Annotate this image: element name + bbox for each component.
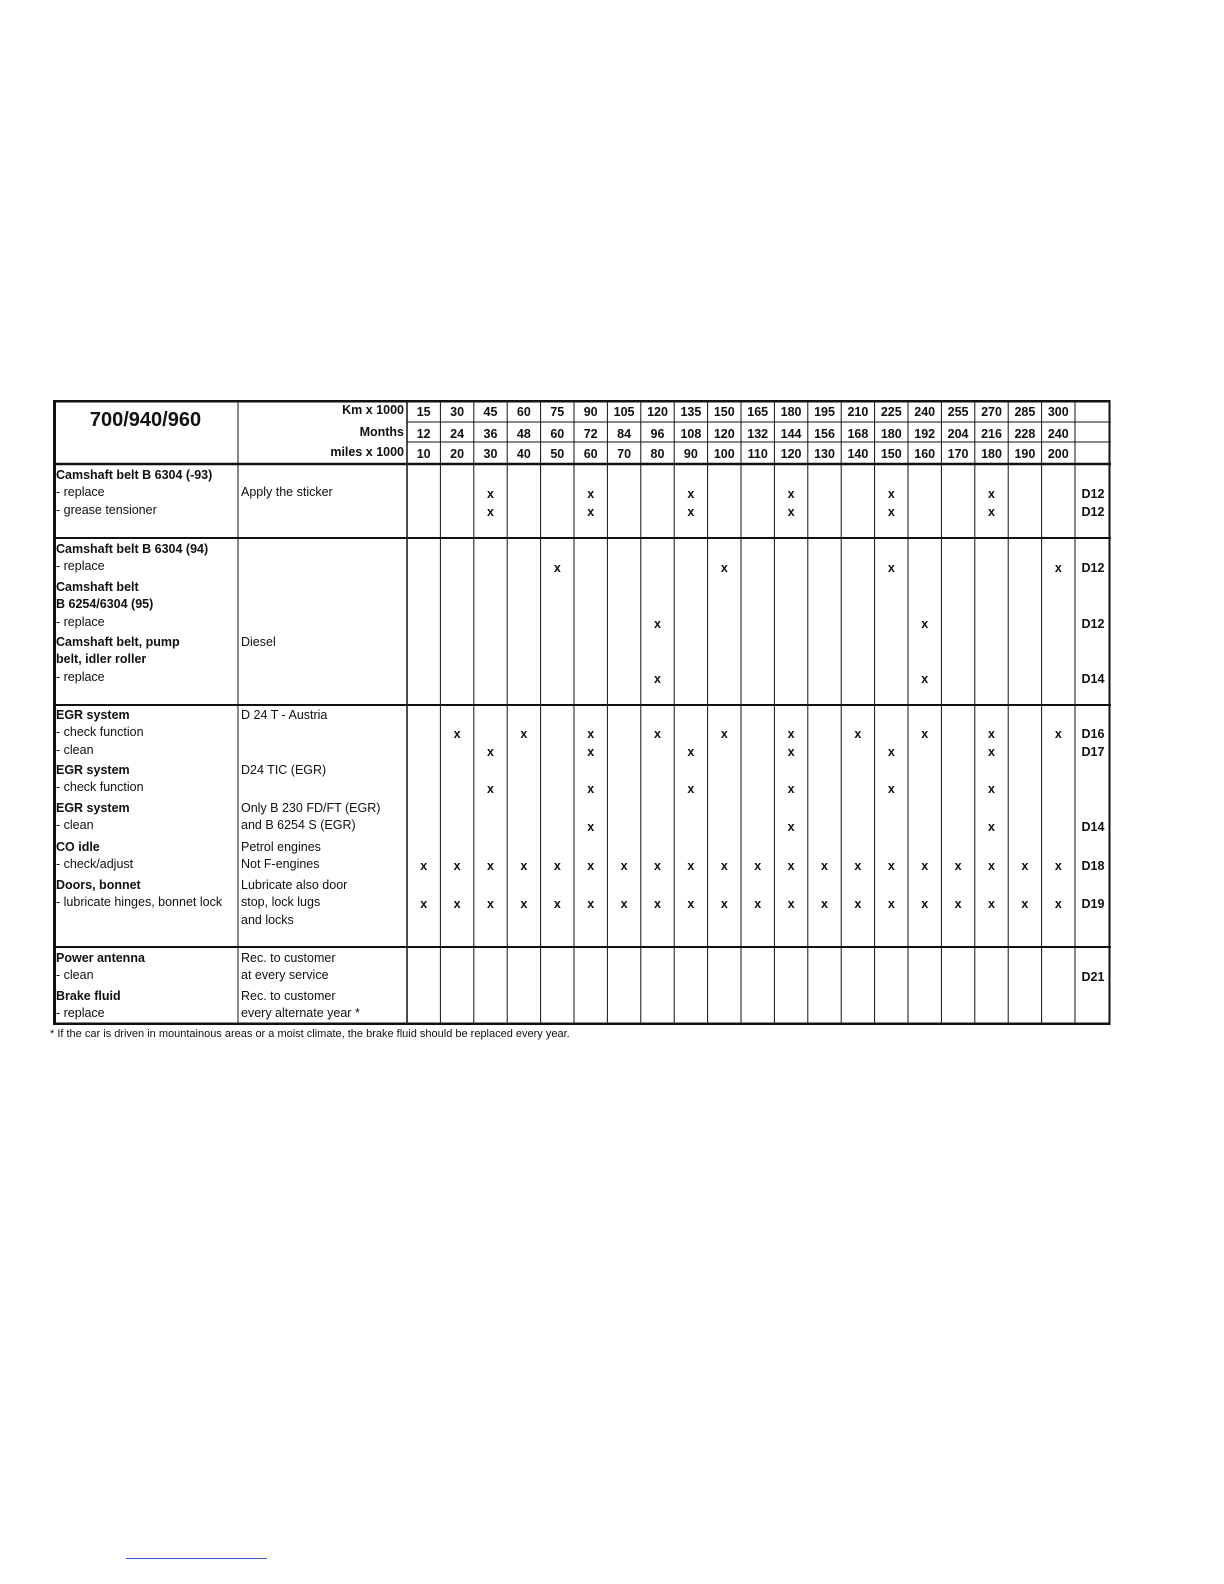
service-mark-egr1: x xyxy=(1054,727,1062,742)
km-interval-value: 180 xyxy=(780,405,802,419)
reference-code-cam1: D12 xyxy=(1081,504,1105,519)
miles-interval-value: 150 xyxy=(880,447,902,461)
miles-header-label: miles x 1000 xyxy=(330,445,404,459)
miles-interval-value: 160 xyxy=(914,447,936,461)
service-mark-egr2: x xyxy=(988,782,995,797)
months-interval-value: 108 xyxy=(680,427,702,441)
service-mark-egr2: x xyxy=(687,782,695,797)
service-mark-egr1: x xyxy=(887,744,895,759)
operation-text-cam2: - replace xyxy=(56,559,105,574)
km-interval-value: 300 xyxy=(1047,405,1069,419)
remark-text-cam1: Apply the sticker xyxy=(241,485,333,500)
km-interval-value: 285 xyxy=(1014,405,1036,419)
service-mark-cam2: x xyxy=(720,561,728,576)
operation-text-cam4: - replace xyxy=(56,669,105,684)
months-interval-value: 132 xyxy=(747,427,769,441)
service-mark-egr2: x xyxy=(787,782,795,797)
remark-text-antenna: at every service xyxy=(241,968,329,983)
service-mark-doors: x xyxy=(553,897,561,912)
months-interval-value: 180 xyxy=(880,427,902,441)
operation-text-co: CO idle xyxy=(56,840,100,854)
reference-code-cam1: D12 xyxy=(1081,487,1105,502)
service-mark-cam4: x xyxy=(654,671,661,686)
service-mark-egr1: x xyxy=(787,727,795,742)
remark-text-brake: Rec. to customer xyxy=(241,989,336,1003)
service-mark-egr1: x xyxy=(854,727,862,742)
miles-interval-value: 70 xyxy=(617,447,632,461)
service-mark-doors: x xyxy=(720,897,728,912)
service-mark-egr1: x xyxy=(587,727,595,742)
service-mark-co: x xyxy=(821,859,828,874)
service-mark-doors: x xyxy=(620,897,628,912)
miles-interval-value: 110 xyxy=(747,447,768,461)
operation-text-cam3: B 6254/6304 (95) xyxy=(56,597,154,612)
remark-text-egr3: Only B 230 FD/FT (EGR) xyxy=(241,801,381,815)
remark-text-co: Not F-engines xyxy=(241,857,320,872)
months-header-label: Months xyxy=(359,425,404,439)
miles-interval-value: 50 xyxy=(550,447,565,461)
service-mark-doors: x xyxy=(988,897,995,912)
maintenance-schedule-table xyxy=(53,400,1111,1025)
service-mark-egr1: x xyxy=(654,727,661,742)
operation-text-egr3: - clean xyxy=(56,818,94,833)
service-mark-co: x xyxy=(720,859,728,874)
miles-interval-value: 40 xyxy=(516,447,531,461)
months-interval-value: 96 xyxy=(650,427,665,441)
service-mark-co: x xyxy=(420,859,428,874)
months-interval-value: 228 xyxy=(1014,427,1036,441)
remark-text-egr3: and B 6254 S (EGR) xyxy=(241,818,356,833)
service-mark-co: x xyxy=(787,859,795,874)
service-mark-egr3: x xyxy=(988,820,995,835)
service-mark-egr1: x xyxy=(487,744,494,759)
operation-text-doors: - lubricate hinges, bonnet lock xyxy=(56,895,223,910)
months-interval-value: 60 xyxy=(550,427,565,441)
service-mark-co: x xyxy=(988,859,995,874)
km-interval-value: 120 xyxy=(647,405,668,419)
service-mark-doors: x xyxy=(754,897,762,912)
km-header-label: Km x 1000 xyxy=(342,403,404,417)
bottom-rule xyxy=(126,1558,267,1559)
service-mark-egr2: x xyxy=(587,782,595,797)
months-interval-value: 12 xyxy=(416,427,431,441)
service-mark-co: x xyxy=(687,859,695,874)
reference-code-egr1: D17 xyxy=(1081,744,1105,759)
service-mark-doors: x xyxy=(954,897,962,912)
service-mark-cam1: x xyxy=(587,487,595,502)
operation-text-cam3: - replace xyxy=(56,614,105,629)
reference-code-antenna: D21 xyxy=(1081,970,1105,985)
months-interval-value: 168 xyxy=(847,427,869,441)
operation-text-egr2: EGR system xyxy=(56,763,130,777)
km-interval-value: 60 xyxy=(516,405,531,419)
service-mark-egr1: x xyxy=(921,727,929,742)
service-mark-co: x xyxy=(654,859,661,874)
months-interval-value: 48 xyxy=(516,427,531,441)
service-mark-cam3: x xyxy=(654,616,661,631)
service-mark-doors: x xyxy=(821,897,828,912)
miles-interval-value: 20 xyxy=(450,447,465,461)
km-interval-value: 135 xyxy=(680,405,702,419)
service-mark-doors: x xyxy=(520,897,528,912)
service-mark-doors: x xyxy=(1054,897,1062,912)
reference-code-cam4: D14 xyxy=(1081,671,1105,686)
km-interval-value: 255 xyxy=(947,405,969,419)
km-interval-value: 165 xyxy=(747,405,769,419)
operation-text-cam4: Camshaft belt, pump xyxy=(56,635,180,649)
service-mark-cam3: x xyxy=(921,616,929,631)
service-mark-cam2: x xyxy=(1054,561,1062,576)
months-interval-value: 216 xyxy=(981,427,1002,441)
operation-text-egr3: EGR system xyxy=(56,801,130,815)
service-mark-cam4: x xyxy=(921,671,929,686)
months-interval-value: 36 xyxy=(483,427,498,441)
miles-interval-value: 190 xyxy=(1014,447,1036,461)
reference-code-egr3: D14 xyxy=(1081,820,1105,835)
miles-interval-value: 200 xyxy=(1047,447,1069,461)
service-mark-egr2: x xyxy=(887,782,895,797)
km-interval-value: 30 xyxy=(450,405,465,419)
service-mark-co: x xyxy=(453,859,461,874)
service-mark-doors: x xyxy=(887,897,895,912)
operation-text-cam3: Camshaft belt xyxy=(56,580,139,594)
miles-interval-value: 100 xyxy=(713,447,735,461)
remark-text-brake: every alternate year * xyxy=(241,1006,360,1021)
service-mark-cam1: x xyxy=(487,504,494,519)
operation-text-cam1: Camshaft belt B 6304 (-93) xyxy=(56,468,213,482)
miles-interval-value: 140 xyxy=(847,447,869,461)
brake-fluid-footnote: * If the car is driven in mountainous areas or a moist climate, the brake fluid should be replaced every year. xyxy=(50,1028,570,1040)
months-interval-value: 240 xyxy=(1047,427,1069,441)
service-mark-egr1: x xyxy=(787,744,795,759)
operation-text-egr1: - check function xyxy=(56,725,144,740)
remark-text-antenna: Rec. to customer xyxy=(241,951,336,965)
km-interval-value: 240 xyxy=(914,405,936,419)
service-mark-egr3: x xyxy=(587,820,595,835)
remark-text-egr1: D 24 T - Austria xyxy=(241,708,328,722)
service-mark-doors: x xyxy=(654,897,661,912)
service-mark-cam1: x xyxy=(988,504,995,519)
miles-interval-value: 130 xyxy=(814,447,835,461)
service-mark-egr2: x xyxy=(487,782,494,797)
service-mark-cam1: x xyxy=(787,487,795,502)
months-interval-value: 84 xyxy=(617,427,632,441)
service-mark-co: x xyxy=(520,859,528,874)
km-interval-value: 75 xyxy=(550,405,565,419)
service-mark-doors: x xyxy=(687,897,695,912)
months-interval-value: 144 xyxy=(780,427,802,441)
km-interval-value: 90 xyxy=(583,405,598,419)
operation-text-co: - check/adjust xyxy=(56,857,134,872)
service-mark-egr1: x xyxy=(988,727,995,742)
miles-interval-value: 170 xyxy=(947,447,969,461)
service-mark-doors: x xyxy=(487,897,494,912)
service-mark-co: x xyxy=(487,859,494,874)
remark-text-doors: and locks xyxy=(241,912,294,927)
months-interval-value: 192 xyxy=(914,427,936,441)
operation-text-cam1: - replace xyxy=(56,485,105,500)
operation-text-cam4: belt, idler roller xyxy=(56,652,147,667)
operation-text-egr1: - clean xyxy=(56,742,94,757)
months-interval-value: 156 xyxy=(814,427,835,441)
remark-text-co: Petrol engines xyxy=(241,840,321,854)
miles-interval-value: 90 xyxy=(683,447,698,461)
service-mark-egr1: x xyxy=(520,727,528,742)
miles-interval-value: 180 xyxy=(981,447,1002,461)
service-mark-doors: x xyxy=(854,897,862,912)
months-interval-value: 24 xyxy=(450,427,465,441)
service-mark-cam1: x xyxy=(887,504,895,519)
service-mark-cam1: x xyxy=(687,487,695,502)
operation-text-cam1: - grease tensioner xyxy=(56,502,157,517)
km-interval-value: 195 xyxy=(814,405,835,419)
km-interval-value: 210 xyxy=(847,405,869,419)
km-interval-value: 45 xyxy=(483,405,498,419)
service-mark-co: x xyxy=(587,859,595,874)
service-mark-egr3: x xyxy=(787,820,795,835)
service-mark-doors: x xyxy=(787,897,795,912)
service-mark-doors: x xyxy=(921,897,929,912)
miles-interval-value: 80 xyxy=(650,447,665,461)
model-title: 700/940/960 xyxy=(89,409,202,431)
service-mark-co: x xyxy=(553,859,561,874)
operation-text-egr2: - check function xyxy=(56,780,144,795)
miles-interval-value: 60 xyxy=(583,447,598,461)
service-mark-co: x xyxy=(954,859,962,874)
service-mark-doors: x xyxy=(1021,897,1029,912)
miles-interval-value: 30 xyxy=(483,447,498,461)
km-interval-value: 225 xyxy=(880,405,902,419)
service-mark-cam1: x xyxy=(988,487,995,502)
operation-text-antenna: Power antenna xyxy=(56,951,145,965)
service-mark-co: x xyxy=(620,859,628,874)
operation-text-brake: Brake fluid xyxy=(56,989,121,1003)
service-mark-cam1: x xyxy=(487,487,494,502)
remark-text-cam4: Diesel xyxy=(241,635,276,649)
operation-text-cam2: Camshaft belt B 6304 (94) xyxy=(56,542,209,556)
remark-text-egr2: D24 TIC (EGR) xyxy=(241,763,327,777)
remark-text-doors: stop, lock lugs xyxy=(241,895,321,910)
service-mark-doors: x xyxy=(453,897,461,912)
miles-interval-value: 10 xyxy=(416,447,431,461)
service-mark-doors: x xyxy=(587,897,595,912)
remark-text-doors: Lubricate also door xyxy=(241,878,348,892)
reference-code-co: D18 xyxy=(1081,859,1105,874)
months-interval-value: 72 xyxy=(583,427,598,441)
service-mark-cam2: x xyxy=(887,561,895,576)
km-interval-value: 15 xyxy=(416,405,431,419)
operation-text-doors: Doors, bonnet xyxy=(56,878,141,892)
service-mark-egr1: x xyxy=(687,744,695,759)
service-mark-co: x xyxy=(921,859,929,874)
months-interval-value: 204 xyxy=(947,427,969,441)
service-mark-egr1: x xyxy=(720,727,728,742)
service-mark-egr1: x xyxy=(587,744,595,759)
service-mark-co: x xyxy=(754,859,762,874)
miles-interval-value: 120 xyxy=(780,447,802,461)
operation-text-brake: - replace xyxy=(56,1006,105,1021)
service-mark-cam1: x xyxy=(887,487,895,502)
service-mark-co: x xyxy=(854,859,862,874)
service-mark-egr1: x xyxy=(988,744,995,759)
service-mark-cam2: x xyxy=(553,561,561,576)
service-mark-cam1: x xyxy=(787,504,795,519)
service-mark-co: x xyxy=(1021,859,1029,874)
km-interval-value: 150 xyxy=(713,405,735,419)
service-mark-cam1: x xyxy=(587,504,595,519)
reference-code-egr1: D16 xyxy=(1081,727,1105,742)
service-mark-egr1: x xyxy=(453,727,461,742)
operation-text-egr1: EGR system xyxy=(56,708,130,722)
reference-code-cam2: D12 xyxy=(1081,561,1105,576)
service-mark-doors: x xyxy=(420,897,428,912)
months-interval-value: 120 xyxy=(713,427,735,441)
km-interval-value: 105 xyxy=(613,405,635,419)
operation-text-antenna: - clean xyxy=(56,968,94,983)
reference-code-doors: D19 xyxy=(1081,897,1105,912)
service-mark-co: x xyxy=(1054,859,1062,874)
km-interval-value: 270 xyxy=(981,405,1002,419)
service-mark-co: x xyxy=(887,859,895,874)
service-mark-cam1: x xyxy=(687,504,695,519)
reference-code-cam3: D12 xyxy=(1081,616,1105,631)
